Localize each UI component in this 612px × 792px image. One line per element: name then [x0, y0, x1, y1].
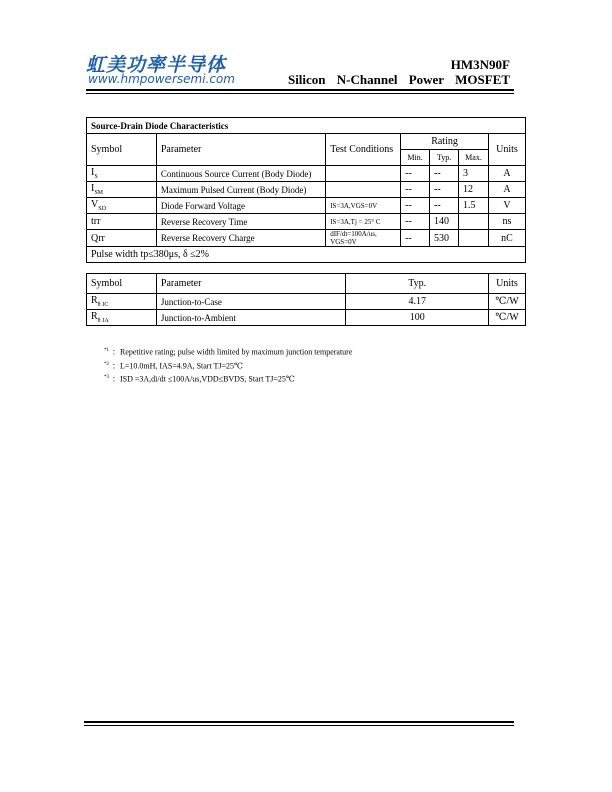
header-typ: Typ. [346, 274, 489, 294]
row-max: 1.5 [459, 198, 489, 214]
table-row [87, 230, 526, 247]
row-typ: 530 [430, 230, 459, 247]
row-parameter: Maximum Pulsed Current (Body Diode) [156, 182, 325, 198]
row-typ: -- [430, 198, 459, 214]
table-row [87, 166, 526, 182]
table-title: Source-Drain Diode Characteristics [87, 118, 526, 134]
row-unit: A [488, 182, 525, 198]
header-rule-thin [86, 93, 514, 94]
table-row [87, 182, 526, 198]
row-typ: 4.17 [346, 294, 489, 310]
row-unit: V [488, 198, 525, 214]
row-unit: ℃/W [489, 310, 526, 326]
row-parameter: Junction-to-Ambient [156, 310, 346, 326]
row-conditions [326, 166, 401, 182]
row-max [459, 230, 489, 247]
row-typ: 100 [346, 310, 489, 326]
row-symbol: trr [87, 214, 157, 230]
row-conditions: IS=3A,VGS=0V [326, 198, 401, 214]
header-units: Units [489, 274, 526, 294]
footnote: $^{*3}$ ：ISD =3A,di/dt ≤100A/us,VDD≤BVDS, Start TJ=25℃ [104, 374, 295, 384]
header-conditions: Test Conditions [326, 134, 401, 166]
footnotes [104, 345, 352, 386]
row-symbol: $R_{\theta JC}$ [87, 294, 157, 310]
row-max [459, 214, 489, 230]
header-symbol: Symbol [87, 134, 157, 166]
row-symbol: $I_S$ [87, 166, 157, 182]
company-url: www.hmpowersemi.com [88, 72, 235, 86]
row-min: -- [401, 182, 430, 198]
header-symbol: Symbol [87, 274, 157, 294]
row-max: 12 [459, 182, 489, 198]
row-symbol: $V_{SD}$ [87, 198, 157, 214]
row-parameter: Reverse Recovery Time [156, 214, 325, 230]
company-logo-cn: 虹美功率半导体 [86, 54, 227, 76]
device-subtitle: Silicon N-Channel Power MOSFET [287, 72, 510, 87]
row-unit: ℃/W [489, 294, 526, 310]
header-parameter: Parameter [156, 274, 346, 294]
row-parameter: Reverse Recovery Charge [156, 230, 325, 247]
footnote: $^{*1}$ ：Repetitive rating; pulse width limited by maximum junction temperature [104, 347, 353, 357]
row-max: 3 [459, 166, 489, 182]
header-rating: Rating [401, 134, 489, 150]
row-symbol: $R_{\theta JA}$ [87, 310, 157, 326]
thermal-table [86, 273, 526, 326]
row-parameter: Continuous Source Current (Body Diode) [156, 166, 325, 182]
row-unit: ns [488, 214, 525, 230]
row-min: -- [401, 214, 430, 230]
part-number: HM3N90F [450, 57, 510, 72]
row-min: -- [401, 198, 430, 214]
row-symbol: $I_{SM}$ [87, 182, 157, 198]
row-conditions [326, 182, 401, 198]
footer-rule-thin [84, 725, 514, 726]
row-parameter: Junction-to-Case [156, 294, 346, 310]
row-conditions: dIF/dt=100A/us, VGS=0V [326, 230, 401, 247]
header-parameter: Parameter [156, 134, 325, 166]
source-drain-diode-table [86, 117, 526, 263]
row-typ: -- [430, 166, 459, 182]
header-rule [86, 89, 514, 91]
row-symbol: Qrr [87, 230, 157, 247]
table-row [87, 294, 526, 310]
row-conditions: IS=3A,Tj = 25° C [326, 214, 401, 230]
row-unit: A [488, 166, 525, 182]
footnote: $^{*2}$ ：L=10.0mH, IAS=4.9A, Start TJ=25℃ [104, 361, 244, 371]
header-units: Units [488, 134, 525, 166]
pulse-width-note: Pulse width tp≤380μs, δ ≤2% [87, 247, 526, 263]
table-row [87, 214, 526, 230]
table-row [87, 310, 526, 326]
header-min: Min. [401, 150, 430, 166]
header-typ: Typ. [430, 150, 459, 166]
table-row [87, 198, 526, 214]
header-max: Max. [459, 150, 489, 166]
footer-rule [84, 721, 514, 723]
row-parameter: Diode Forward Voltage [156, 198, 325, 214]
row-unit: nC [488, 230, 525, 247]
row-min: -- [401, 230, 430, 247]
row-typ: 140 [430, 214, 459, 230]
row-min: -- [401, 166, 430, 182]
row-typ: -- [430, 182, 459, 198]
